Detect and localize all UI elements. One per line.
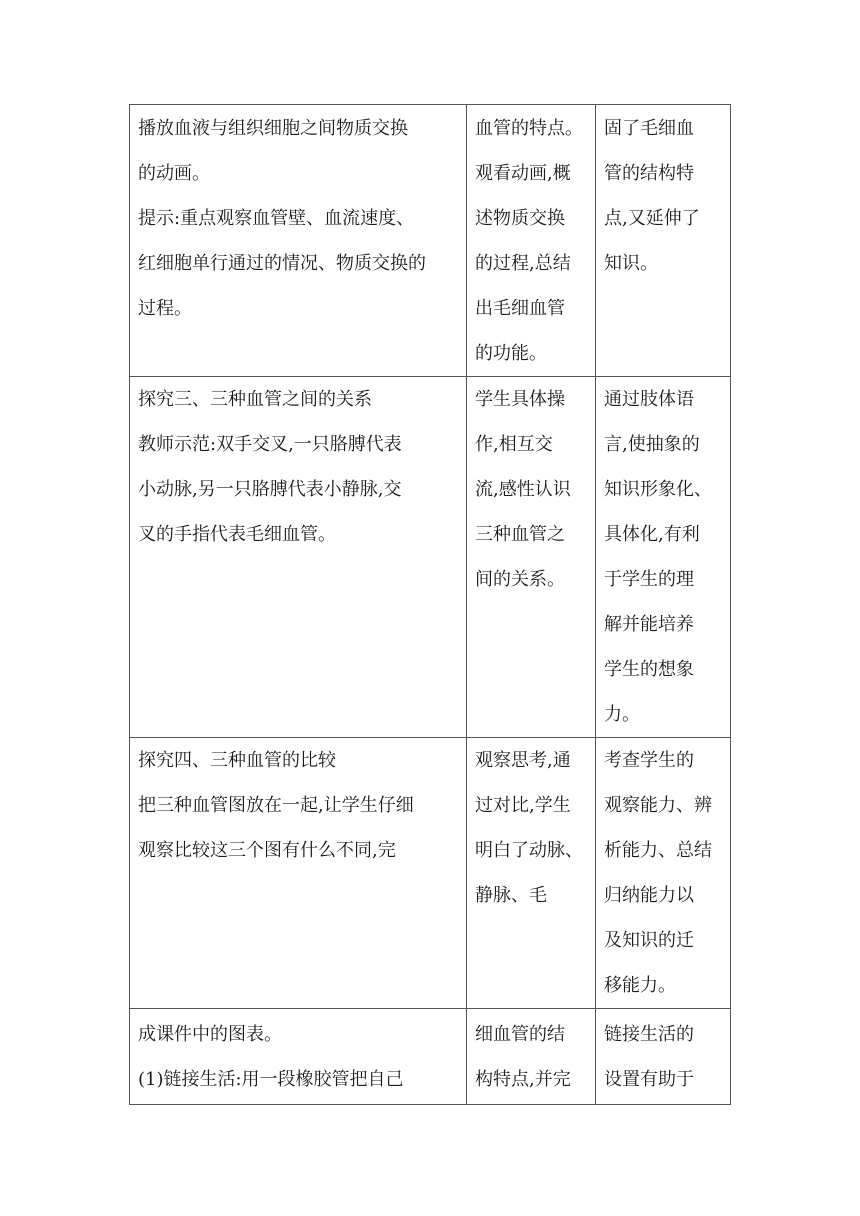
text-line: 及知识的迁 — [604, 930, 694, 951]
text-line: 出毛细血管 — [475, 298, 565, 319]
table-row — [130, 105, 731, 377]
purpose-cell — [596, 1009, 731, 1105]
text-line: 知识。 — [604, 253, 658, 274]
text-line: 知识形象化、 — [604, 479, 712, 500]
text-line: 过程。 — [138, 298, 192, 319]
text-line: 间的关系。 — [475, 569, 565, 590]
text-line: 移能力。 — [604, 975, 676, 996]
text-line: 把三种血管图放在一起,让学生仔细 — [138, 795, 414, 816]
text-line: 的动画。 — [138, 163, 210, 184]
text-line: 红细胞单行通过的情况、物质交换的 — [138, 253, 426, 274]
text-line: 学生具体操 — [475, 389, 565, 410]
purpose-cell — [596, 377, 731, 738]
text-line: 归纳能力以 — [604, 885, 694, 906]
text-line: 设置有助于 — [604, 1069, 694, 1090]
text-line: 小动脉,另一只胳膊代表小静脉,交 — [138, 479, 402, 500]
purpose-cell — [596, 105, 731, 377]
activity-cell — [130, 105, 467, 377]
text-line: 成课件中的图表。 — [138, 1024, 282, 1045]
text-line: 观看动画,概 — [475, 163, 571, 184]
student-cell — [467, 377, 596, 738]
text-line: 流,感性认识 — [475, 479, 571, 500]
text-line: 学生的想象 — [604, 659, 694, 680]
section-heading: 探究四、三种血管的比较 — [138, 750, 336, 771]
text-line: 固了毛细血 — [604, 118, 694, 139]
table-row — [130, 377, 731, 738]
text-line: 提示:重点观察血管壁、血流速度、 — [138, 208, 415, 229]
student-cell — [467, 738, 596, 1009]
activity-cell — [130, 1009, 467, 1105]
text-line: 静脉、毛 — [475, 885, 547, 906]
purpose-cell — [596, 738, 731, 1009]
text-line: 具体化,有利 — [604, 524, 700, 545]
text-line: 细血管的结 — [475, 1024, 565, 1045]
text-line: 构特点,并完 — [475, 1069, 571, 1090]
text-line: 于学生的理 — [604, 569, 694, 590]
text-line: 过对比,学生 — [475, 795, 571, 816]
text-line: 述物质交换 — [475, 208, 565, 229]
table-row — [130, 738, 731, 1009]
text-line: 链接生活的 — [604, 1024, 694, 1045]
text-line: 析能力、总结 — [604, 840, 712, 861]
text-line: 解并能培养 — [604, 614, 694, 635]
text-line: 点,又延伸了 — [604, 208, 700, 229]
student-cell — [467, 1009, 596, 1105]
student-cell — [467, 105, 596, 377]
section-heading: 探究三、三种血管之间的关系 — [138, 389, 372, 410]
text-line: 通过肢体语 — [604, 389, 694, 410]
text-line: 的功能。 — [475, 343, 547, 364]
text-line: 的过程,总结 — [475, 253, 571, 274]
text-line: (1)链接生活:用一段橡胶管把自己 — [138, 1069, 404, 1090]
table-row — [130, 1009, 731, 1105]
lesson-table — [129, 104, 731, 1105]
text-line: 观察思考,通 — [475, 750, 571, 771]
text-line: 考查学生的 — [604, 750, 694, 771]
text-line: 叉的手指代表毛细血管。 — [138, 524, 336, 545]
text-line: 观察能力、辨 — [604, 795, 712, 816]
text-line: 血管的特点。 — [475, 118, 583, 139]
activity-cell — [130, 738, 467, 1009]
text-line: 三种血管之 — [475, 524, 565, 545]
text-line: 观察比较这三个图有什么不同,完 — [138, 840, 396, 861]
text-line: 管的结构特 — [604, 163, 694, 184]
text-line: 力。 — [604, 704, 640, 725]
text-line: 明白了动脉、 — [475, 840, 583, 861]
text-line: 教师示范:双手交叉,一只胳膊代表 — [138, 434, 402, 455]
text-line: 作,相互交 — [475, 434, 553, 455]
activity-cell — [130, 377, 467, 738]
text-line: 言,使抽象的 — [604, 434, 700, 455]
text-line: 播放血液与组织细胞之间物质交换 — [138, 118, 408, 139]
